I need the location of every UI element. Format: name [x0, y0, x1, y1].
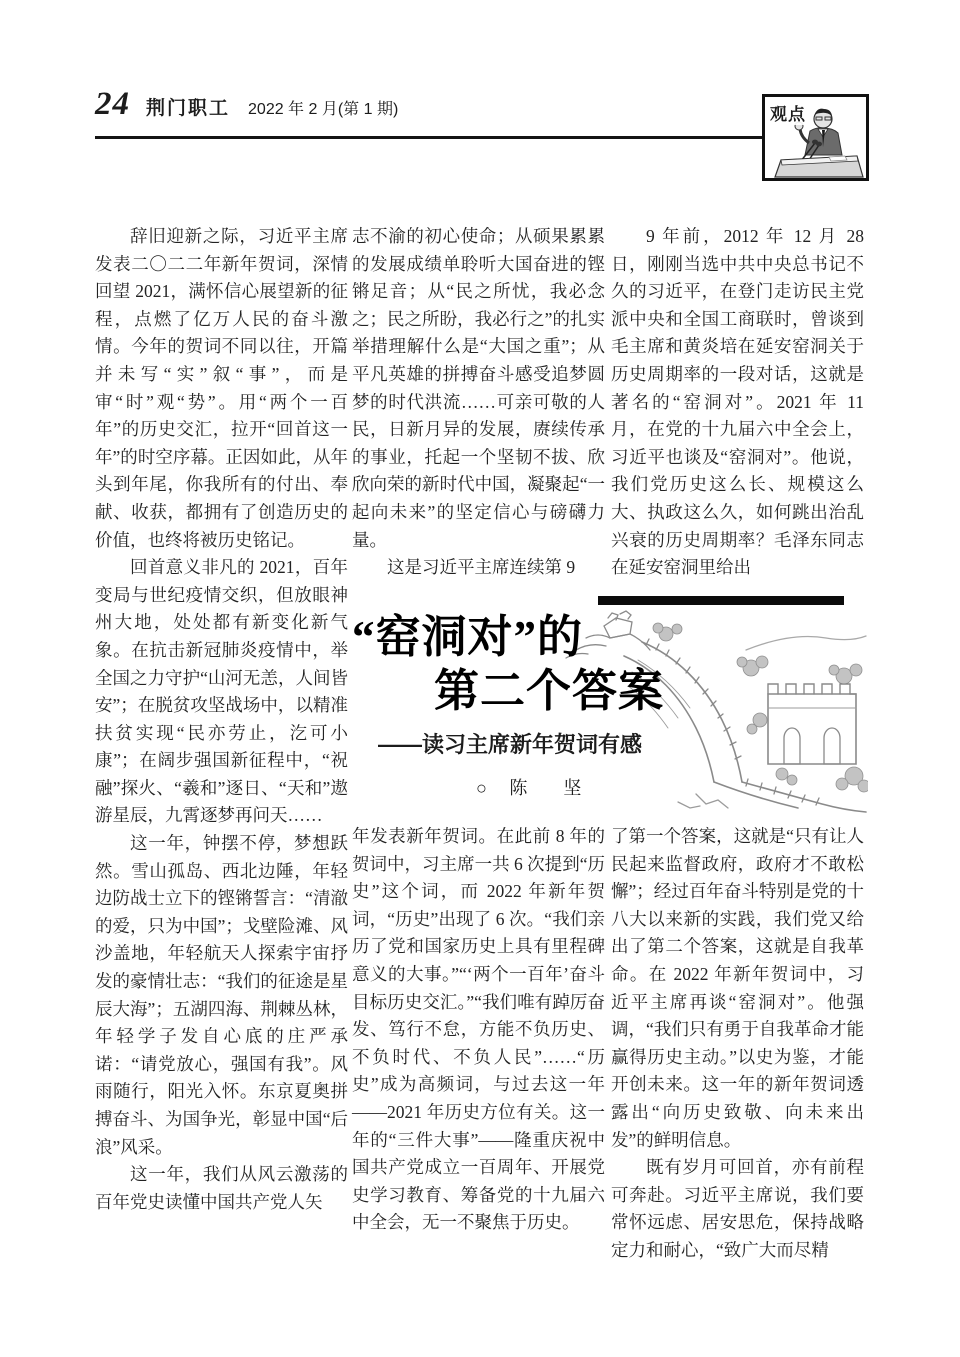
publication-name: 荆门职工: [146, 98, 231, 119]
paragraph: 年发表新年贺词。在此前 8 年的贺词中，习主席一共 6 次提到“历史”这个词，而 2022 年新年贺词，“历史”出现了 6 次。“我们亲历了党和国家历史上具有里程碑意义的大事。”“‘两个一百年’奋斗目标历史交汇。”“我们唯有踔厉奋发、笃行不怠，方能不负历史、不负时代、不负人民”……“历史”成为高频词，与过去这一年——2021 年历史方位有关。这一年的“三件大事”——隆重庆祝中国共产党成立一百周年、开展党史学习教育、筹备党的十九届六中全会，无一不聚焦于历史。: [352, 826, 605, 1233]
feature-subtitle: ——读习主席新年贺词有感: [378, 732, 643, 757]
paragraph: 志不渝的初心使命；从硕果累累的发展成绩单聆听大国奋进的铿锵足音；从“民之所忧，我必念之；民之所盼，我必行之”的扎实举措理解什么是“大国之重”；从平凡英雄的拼搏奋斗感受追梦圆梦的时代洪流……可亲可敬的人民，日新月异的发展，赓续传承的事业，托起一个坚韧不拔、欣欣向荣的新时代中国，凝聚起“一起向未来”的坚定信心与磅礴力量。: [352, 226, 605, 550]
issue-info: 2022 年 2 月(第 1 期): [248, 101, 399, 118]
viewpoint-box: [762, 94, 869, 181]
paragraph: 这一年，钟摆不停，梦想跃然。雪山孤岛、西北边陲，年轻边防战士立下的铿锵誓言：“清澈的爱，只为中国”；戈壁险滩、风沙盖地，年轻航天人探索宇宙抒发的豪情壮志：“我们的征途是星辰大海”；五湖四海、荆棘丛林，年轻学子发自心底的庄严承诺：“请党放心，强国有我”。风雨随行，阳光入怀。东京夏奥拼搏奋斗、为国争光，彰显中国“后浪”风采。: [95, 833, 348, 1157]
feature-title-line1: “窑洞对”的: [352, 612, 584, 662]
article-column-2-upper: [352, 223, 605, 585]
viewpoint-label: 观点: [768, 100, 808, 125]
paragraph: 回首意义非凡的 2021，百年变局与世纪疫情交织，但放眼神州大地，处处都有新变化新气象。在抗击新冠肺炎疫情中，举全国之力守护“山河无恙，人间皆安”；在脱贫攻坚战场中，以精准扶贫实现“民亦劳止，汔可小康”；在阔步强国新征程中，“祝融”探火、“羲和”逐日、“天和”遨游星辰，九霄逐梦再问天……: [95, 557, 348, 826]
page-number: 24: [95, 86, 130, 122]
article-column-1: [95, 223, 348, 1293]
paragraph: 这是习近平主席连续第 9: [387, 557, 576, 578]
paragraph: 了第一个答案，这就是“只有让人民起来监督政府，政府才不敢松懈”；经过百年奋斗特别是党的十八大以来新的实践，我们党又给出了第二个答案，这就是自我革命。在 2022 年新年贺词中，习近平主席再谈“窑洞对”。他强调，“我们只有勇于自我革命才能赢得历史主动。”以史为鉴，才能开创未来。这一年的新年贺词透露出“向历史致敬、向未来出发”的鲜明信息。: [611, 826, 864, 1150]
paragraph: 这一年，我们从风云激荡的百年党史读懂中国共产党人矢: [95, 1164, 348, 1212]
masthead: [95, 86, 398, 123]
feature-title-line2: 第二个答案: [434, 666, 665, 716]
article-column-3-lower: [611, 823, 864, 1283]
paragraph: 既有岁月可回首，亦有前程可奔赴。习近平主席说，我们要常怀远虑、居安思危，保持战略定力和耐心，“致广大而尽精: [611, 1157, 864, 1260]
paragraph: 9 年前，2012 年 12 月 28 日，刚刚当选中共中央总书记不久的习近平，在登门走访民主党派中央和全国工商联时，曾谈到毛主席和黄炎培在延安窑洞关于历史周期率的一段对话，这就是著名的“窑洞对”。2021 年 11 月，在党的十九届六中全会上，习近平也谈及“窑洞对”。他说，我们党历史这么长、规模这么大、执政这么久，如何跳出治乱兴衰的历史周期率？毛泽东同志在延安窑洞里给出: [611, 226, 864, 578]
feature-author: ○ 陈 坚: [476, 778, 591, 798]
article-column-2-lower: [352, 823, 605, 1283]
article-column-3-upper: [611, 223, 864, 585]
header-divider: [95, 136, 762, 139]
feature-headline-block: [352, 588, 864, 822]
paragraph: 辞旧迎新之际，习近平主席发表二〇二二年新年贺词，深情回望 2021，满怀信心展望新的征程，点燃了亿万人民的奋斗激情。今年的贺词不同以往，开篇并未写“实”叙“事”，而是审“时”观“势”。用“两个一百年”的历史交汇，拉开“回首这一年”的时空序幕。正因如此，从年头到年尾，你我所有的付出、奉献、收获，都拥有了创造历史的价值，也终将被历史铭记。: [95, 226, 348, 550]
